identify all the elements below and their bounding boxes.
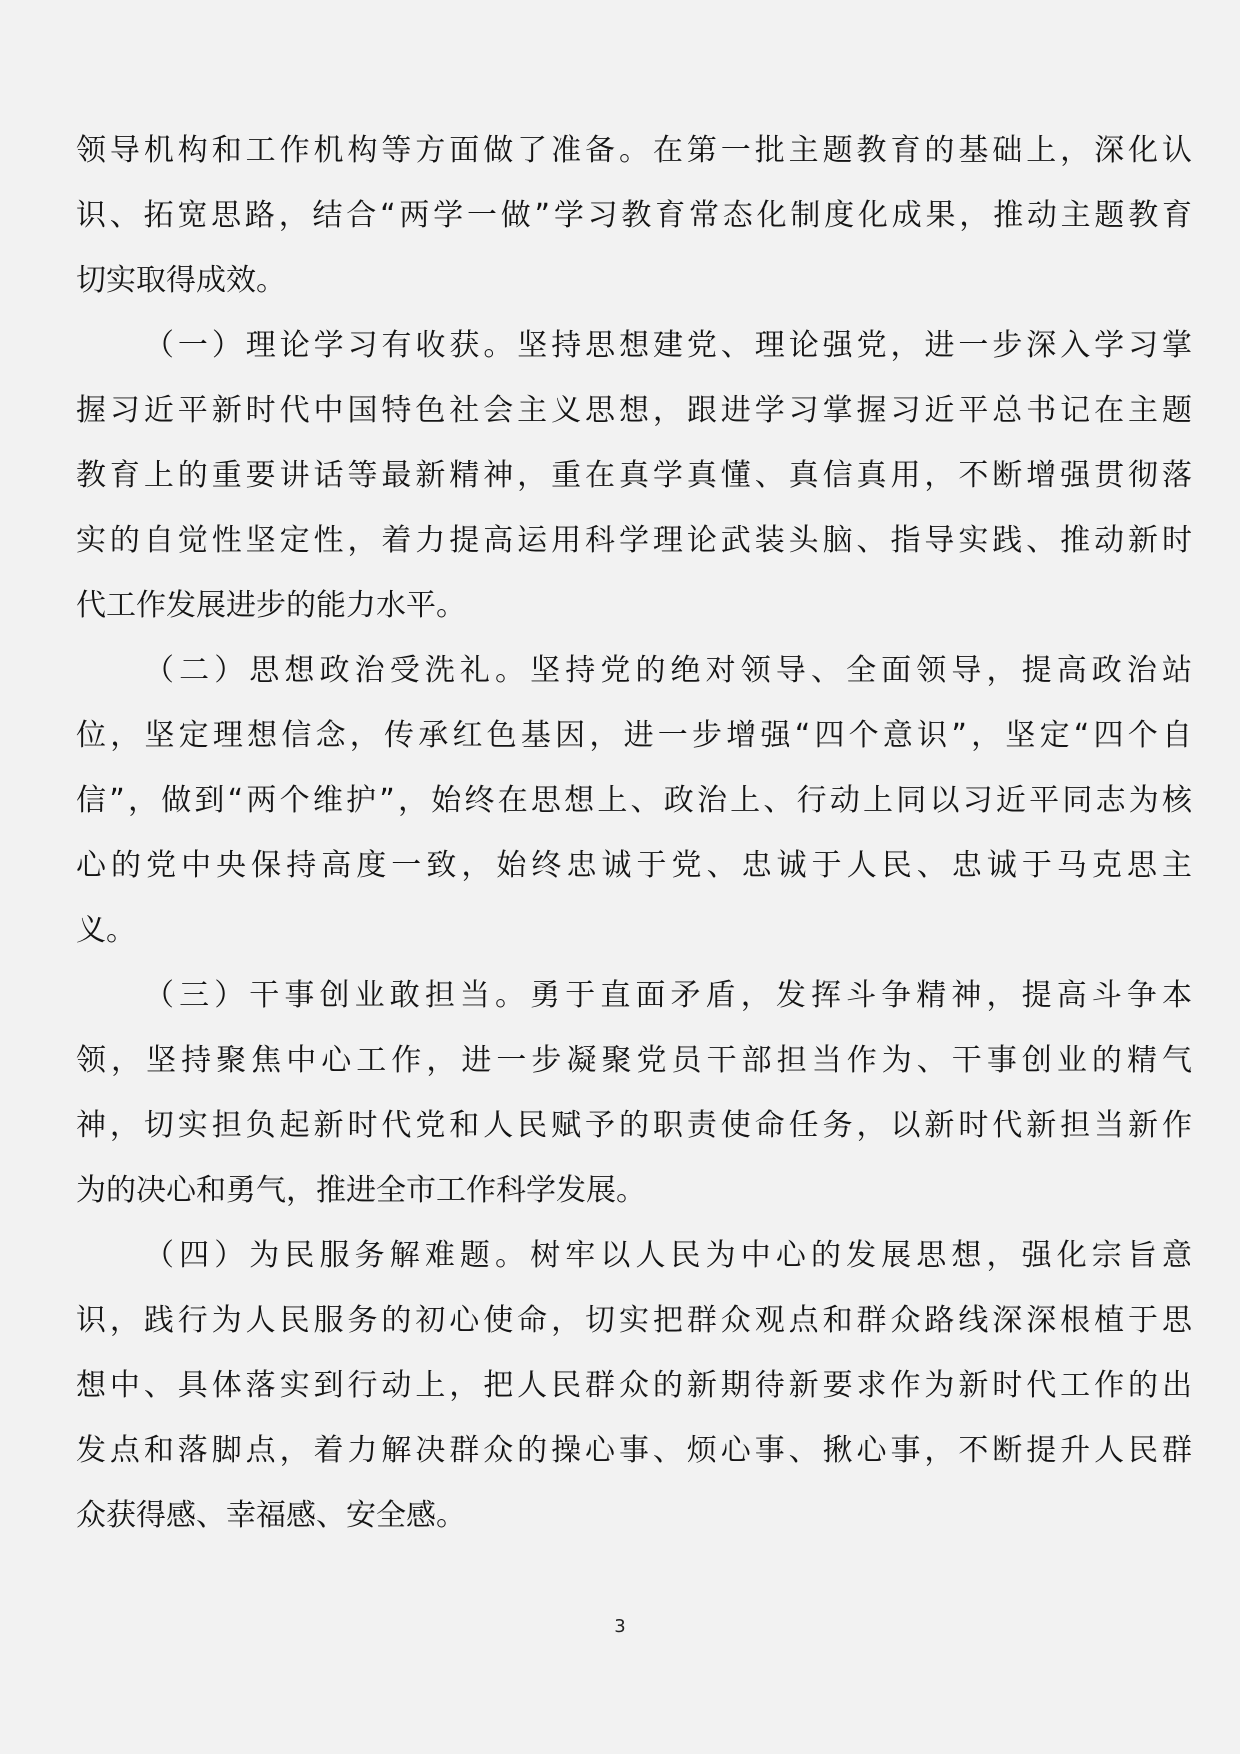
paragraph bbox=[76, 963, 1192, 1223]
text-line: 心的党中央保持高度一致，始终忠诚于党、忠诚于人民、忠诚于马克思主 bbox=[76, 848, 1192, 883]
text-line: 位，坚定理想信念，传承红色基因，进一步增强“四个意识”，坚定“四个自 bbox=[76, 718, 1192, 753]
text-line: 为的决心和勇气，推进全市工作科学发展。 bbox=[76, 1173, 646, 1208]
page-number: 3 bbox=[614, 1616, 626, 1637]
text-line: 信”，做到“两个维护”，始终在思想上、政治上、行动上同以习近平同志为核 bbox=[76, 783, 1192, 818]
text-line: （一）理论学习有收获。坚持思想建党、理论强党，进一步深入学习掌 bbox=[144, 328, 1192, 363]
text-line: 领，坚持聚焦中心工作，进一步凝聚党员干部担当作为、干事创业的精气 bbox=[76, 1043, 1192, 1078]
paragraph bbox=[76, 313, 1192, 638]
text-line: 识，践行为人民服务的初心使命，切实把群众观点和群众路线深深根植于思 bbox=[76, 1303, 1192, 1338]
text-line: 识、拓宽思路，结合“两学一做”学习教育常态化制度化成果，推动主题教育 bbox=[76, 198, 1192, 233]
text-line: 神，切实担负起新时代党和人民赋予的职责使命任务，以新时代新担当新作 bbox=[76, 1108, 1192, 1143]
text-line: 想中、具体落实到行动上，把人民群众的新期待新要求作为新时代工作的出 bbox=[76, 1368, 1192, 1403]
paragraph bbox=[76, 118, 1192, 313]
paragraph bbox=[76, 638, 1192, 963]
text-line: 教育上的重要讲话等最新精神，重在真学真懂、真信真用，不断增强贯彻落 bbox=[76, 458, 1192, 493]
text-line: 握习近平新时代中国特色社会主义思想，跟进学习掌握习近平总书记在主题 bbox=[76, 393, 1192, 428]
document-body bbox=[76, 118, 1192, 1548]
text-line: （二）思想政治受洗礼。坚持党的绝对领导、全面领导，提高政治站 bbox=[144, 653, 1192, 688]
text-line: 领导机构和工作机构等方面做了准备。在第一批主题教育的基础上，深化认 bbox=[76, 133, 1192, 168]
text-line: 众获得感、幸福感、安全感。 bbox=[76, 1498, 466, 1533]
text-line: 义。 bbox=[76, 913, 136, 948]
text-line: 切实取得成效。 bbox=[76, 263, 286, 298]
text-line: （三）干事创业敢担当。勇于直面矛盾，发挥斗争精神，提高斗争本 bbox=[144, 978, 1192, 1013]
text-line: （四）为民服务解难题。树牢以人民为中心的发展思想，强化宗旨意 bbox=[144, 1238, 1192, 1273]
text-line: 实的自觉性坚定性，着力提高运用科学理论武装头脑、指导实践、推动新时 bbox=[76, 523, 1192, 558]
paragraph bbox=[76, 1223, 1192, 1548]
text-line: 代工作发展进步的能力水平。 bbox=[76, 588, 466, 623]
text-line: 发点和落脚点，着力解决群众的操心事、烦心事、揪心事，不断提升人民群 bbox=[76, 1433, 1192, 1468]
